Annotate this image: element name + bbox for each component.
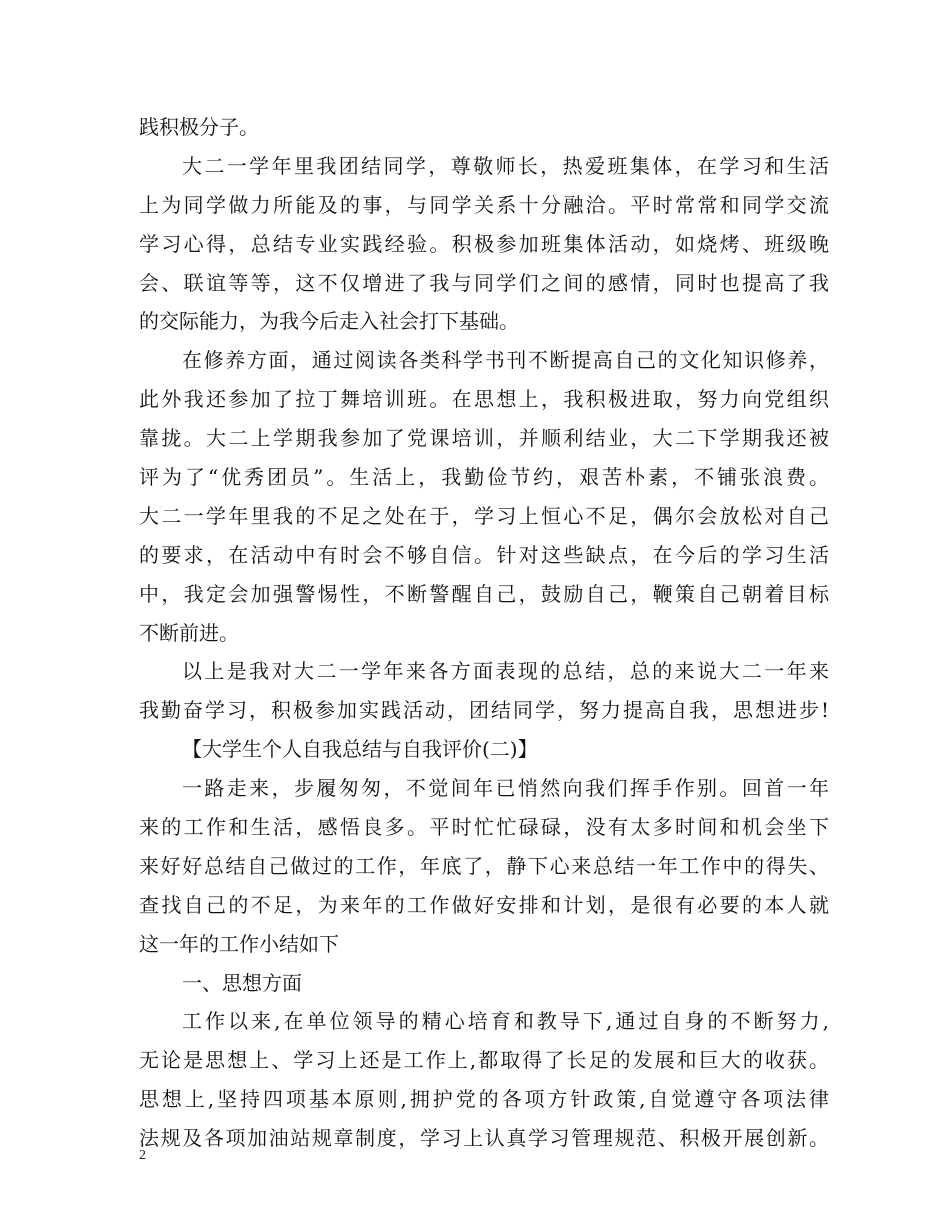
page-number: 2	[139, 1148, 146, 1163]
text-line: 查找自己的不足，为来年的工作做好安排和计划，是很有必要的本人就	[139, 892, 829, 917]
document-body	[139, 108, 829, 1158]
text-line: 的要求，在活动中有时会不够自信。针对这些缺点，在今后的学习生活	[139, 542, 829, 567]
text-line: 来的工作和生活，感悟良多。平时忙忙碌碌，没有太多时间和机会坐下	[139, 815, 829, 840]
text-line: 思想上,坚持四项基本原则,拥护党的各项方针政策,自觉遵守各项法律	[139, 1087, 829, 1112]
text-line: 的交际能力，为我今后走入社会打下基础。	[139, 309, 519, 334]
text-line: 这一年的工作小结如下	[139, 931, 339, 956]
text-line: 践积极分子。	[139, 115, 259, 139]
text-line: 【大学生个人自我总结与自我评价(二)】	[182, 737, 538, 762]
text-line: 来好好总结自己做过的工作，年底了，静下心来总结一年工作中的得失、	[139, 853, 829, 878]
text-line: 靠拢。大二上学期我参加了党课培训，并顺利结业，大二下学期我还被	[139, 426, 829, 451]
text-line: 大二一学年里我团结同学，尊敬师长，热爱班集体，在学习和生活	[182, 153, 829, 178]
text-line: 无论是思想上、学习上还是工作上,都取得了长足的发展和巨大的收获。	[139, 1048, 829, 1073]
text-line: 在修养方面，通过阅读各类科学书刊不断提高自己的文化知识修养，	[182, 348, 829, 373]
text-line: 评为了“优秀团员”。生活上，我勤俭节约，艰苦朴素，不铺张浪费。	[139, 465, 829, 490]
text-line: 以上是我对大二一学年来各方面表现的总结，总的来说大二一年来	[182, 659, 829, 684]
text-line: 会、联谊等等，这不仅增进了我与同学们之间的感情，同时也提高了我	[139, 270, 829, 295]
text-line: 上为同学做力所能及的事，与同学关系十分融洽。平时常常和同学交流	[139, 192, 829, 217]
text-line: 一路走来，步履匆匆，不觉间年已悄然向我们挥手作别。回首一年	[182, 776, 829, 801]
text-line: 法规及各项加油站规章制度，学习上认真学习管理规范、积极开展创新。	[139, 1126, 829, 1151]
text-line: 一、思想方面	[182, 970, 302, 995]
text-line: 此外我还参加了拉丁舞培训班。在思想上，我积极进取，努力向党组织	[139, 387, 829, 412]
text-line: 大二一学年里我的不足之处在于，学习上恒心不足，偶尔会放松对自己	[139, 503, 829, 528]
text-line: 学习心得，总结专业实践经验。积极参加班集体活动，如烧烤、班级晚	[139, 231, 829, 256]
text-line: 中，我定会加强警惕性，不断警醒自己，鼓励自己，鞭策自己朝着目标	[139, 581, 829, 606]
text-line: 不断前进。	[139, 620, 239, 645]
text-line: 工作以来,在单位领导的精心培育和教导下,通过自身的不断努力,	[182, 1009, 829, 1034]
text-line: 我勤奋学习，积极参加实践活动，团结同学，努力提高自我，思想进步!	[139, 698, 829, 723]
